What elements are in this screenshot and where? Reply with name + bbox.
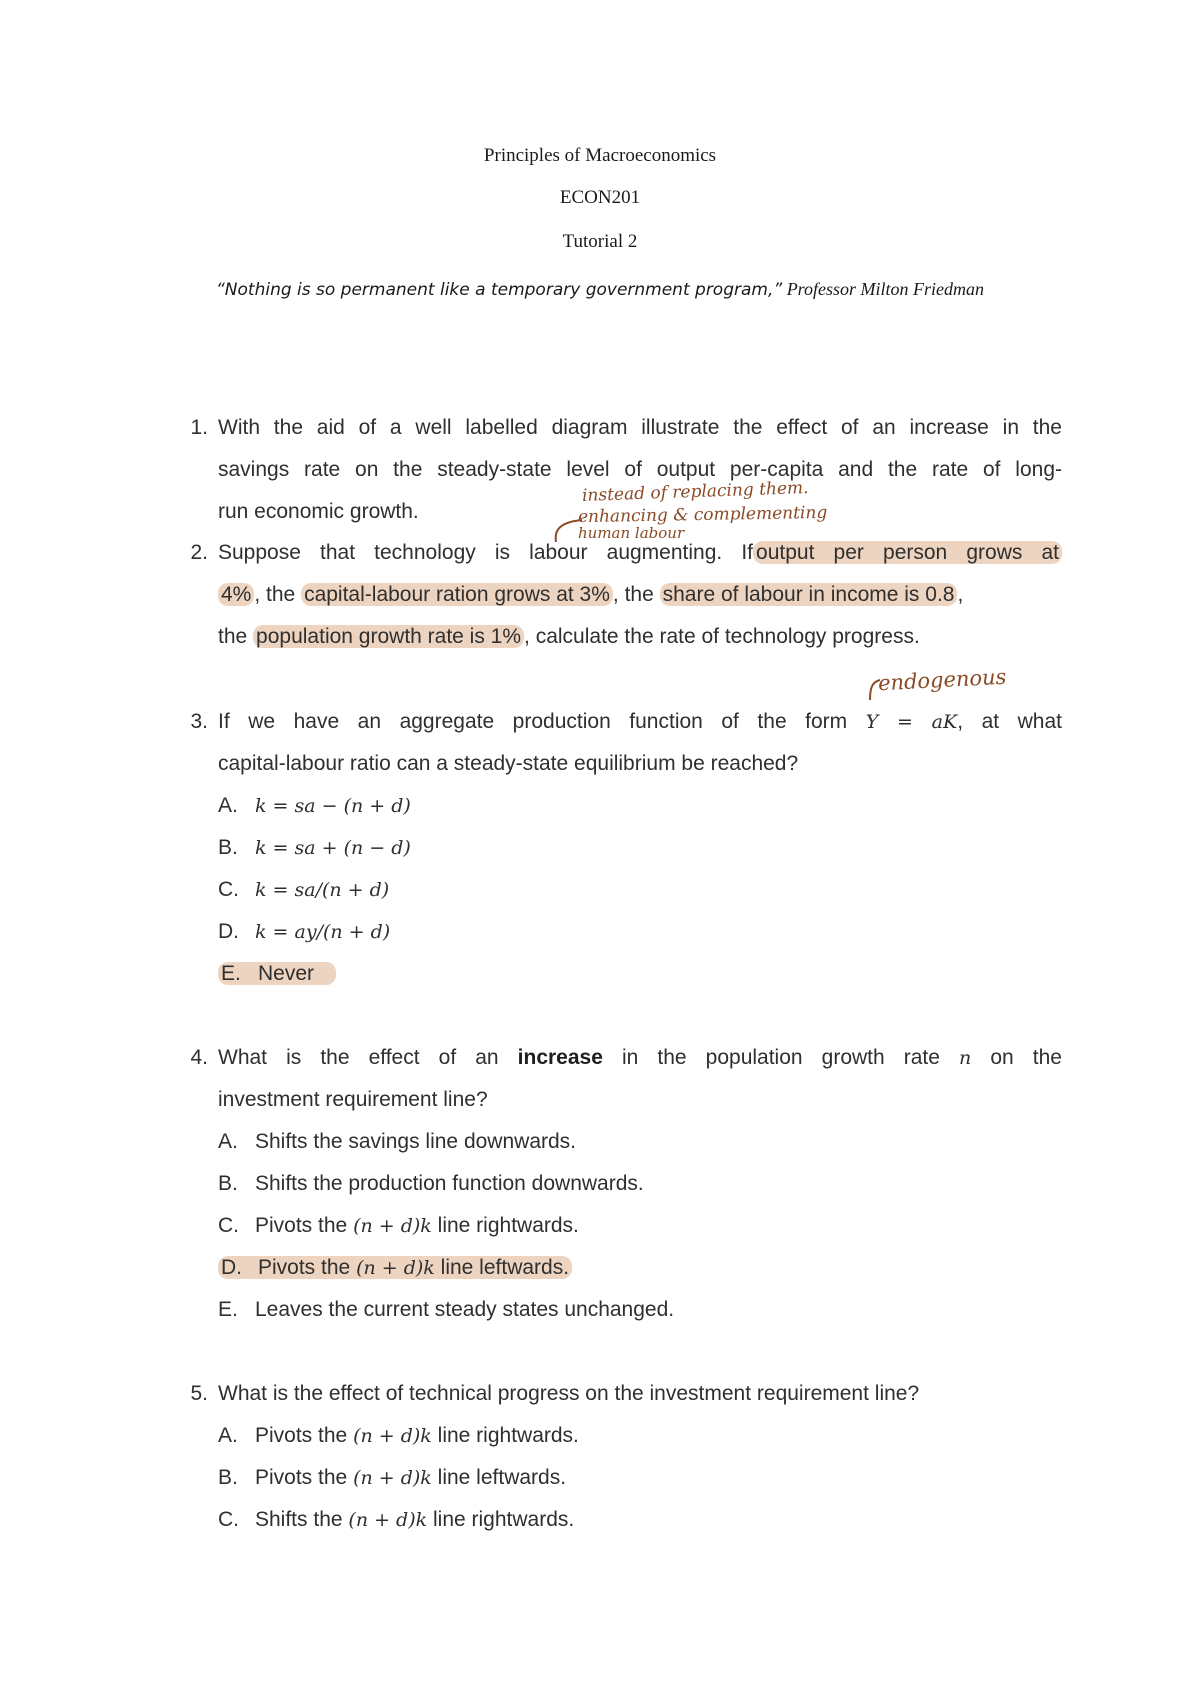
option-letter: A.	[218, 1424, 238, 1447]
handwritten-note: instead of replacing them.	[581, 478, 809, 506]
question-number: 5.	[190, 1382, 208, 1405]
handwritten-note: enhancing & complementing	[577, 502, 828, 528]
option-a	[218, 1121, 576, 1163]
option-a	[218, 785, 411, 827]
option-letter: C.	[218, 1214, 239, 1237]
question-text-line	[218, 574, 1062, 616]
math-expression: k = ay/(n + d)	[255, 921, 391, 943]
option-d	[218, 1247, 572, 1289]
question-text-line: run economic growth.	[218, 500, 419, 523]
option-c	[218, 869, 389, 911]
option-text: Pivots the	[255, 1424, 348, 1447]
course-code: ECON201	[559, 187, 641, 208]
highlight: output per person grows at	[753, 541, 1062, 564]
option-text: Shifts the savings line downwards.	[255, 1130, 576, 1153]
text-segment: What is the effect of an	[218, 1046, 499, 1069]
highlight: share of labour in income is 0.8	[660, 583, 958, 606]
option-letter: C.	[218, 1508, 239, 1531]
question-text-line: With the aid of a well labelled diagram illustrate the effect of an increase in the	[218, 416, 1062, 439]
text-segment: , the	[254, 583, 296, 606]
math-expression: (n + d)k	[356, 1257, 435, 1279]
option-letter: E.	[218, 1298, 238, 1321]
handwritten-note: endogenous	[877, 664, 1007, 696]
text-segment: , calculate the rate of technology progress.	[524, 625, 920, 648]
option-letter: A.	[218, 794, 238, 817]
text-segment: Suppose that technology is labour augmenting. If	[218, 541, 754, 564]
tutorial-title: Tutorial 2	[562, 231, 638, 252]
math-expression: (n + d)k	[353, 1215, 432, 1237]
annotation-tick	[866, 676, 882, 702]
option-a	[218, 1415, 579, 1457]
option-text: line leftwards.	[440, 1256, 570, 1279]
math-expression: Y = aK	[865, 711, 958, 733]
option-b	[218, 1457, 566, 1499]
bold-text: increase	[517, 1046, 603, 1069]
highlight	[218, 962, 336, 985]
highlight	[218, 1256, 572, 1279]
option-c	[218, 1499, 574, 1541]
math-expression: k = sa/(n + d)	[255, 879, 390, 901]
text-segment: , at what	[957, 710, 1062, 733]
course-title: Principles of Macroeconomics	[483, 145, 717, 166]
math-expression: k = sa + (n − d)	[255, 837, 411, 859]
option-letter: D.	[218, 920, 239, 943]
highlight: capital-labour ration grows at 3%	[301, 583, 613, 606]
option-letter: A.	[218, 1130, 238, 1153]
question-number: 4.	[190, 1046, 208, 1069]
option-letter: B.	[218, 1172, 238, 1195]
option-text: Never	[258, 962, 315, 985]
text-segment: in the population growth rate	[621, 1046, 940, 1069]
text-segment: ,	[957, 583, 964, 606]
option-text: Shifts the	[255, 1508, 343, 1531]
question-text-line: savings rate on the steady-state level of output per-capita and the rate of long-	[218, 458, 1062, 481]
option-letter: D.	[221, 1256, 242, 1279]
option-text: Pivots the	[258, 1256, 351, 1279]
option-letter: B.	[218, 836, 238, 859]
option-b	[218, 827, 411, 869]
question-text-line	[218, 616, 1062, 658]
option-b	[218, 1163, 644, 1205]
question-number: 1.	[190, 416, 208, 439]
option-e	[218, 1289, 674, 1331]
math-expression: (n + d)k	[353, 1467, 432, 1489]
question-text-line: capital-labour ratio can a steady-state equilibrium be reached?	[218, 752, 799, 775]
quote-author: Professor Milton Friedman	[786, 279, 985, 299]
option-text: Shifts the production function downwards.	[255, 1172, 644, 1195]
option-text: Pivots the	[255, 1466, 348, 1489]
option-text: line rightwards.	[437, 1214, 579, 1237]
text-segment: , the	[612, 583, 654, 606]
option-d	[218, 911, 390, 953]
text-segment: the	[218, 625, 248, 648]
question-text-line	[218, 1037, 1062, 1079]
math-expression: n	[959, 1047, 972, 1069]
quote	[0, 279, 1200, 300]
option-letter: E.	[221, 962, 241, 985]
math-expression: (n + d)k	[348, 1509, 428, 1531]
highlight: 4%	[218, 583, 254, 606]
question-text-line: investment requirement line?	[218, 1088, 488, 1111]
question-text-line	[218, 701, 1062, 743]
math-expression: (n + d)k	[353, 1425, 432, 1447]
text-segment: on the	[990, 1046, 1062, 1069]
math-expression: k = sa − (n + d)	[255, 795, 411, 817]
handwritten-note: human labour	[578, 524, 685, 542]
option-text: line rightwards.	[437, 1424, 579, 1447]
option-c	[218, 1205, 579, 1247]
option-letter: C.	[218, 878, 239, 901]
question-number: 3.	[190, 710, 208, 733]
option-text: line leftwards.	[437, 1466, 567, 1489]
option-text: line rightwards.	[433, 1508, 575, 1531]
option-e	[218, 953, 336, 995]
question-number: 2.	[190, 541, 208, 564]
question-text-line	[218, 532, 1062, 574]
quote-text: “Nothing is so permanent like a temporary government program,”	[215, 280, 783, 300]
option-text: Leaves the current steady states unchanged.	[255, 1298, 675, 1321]
option-letter: B.	[218, 1466, 238, 1489]
question-text-line: What is the effect of technical progress on the investment requirement line?	[218, 1382, 920, 1405]
option-text: Pivots the	[255, 1214, 348, 1237]
text-segment: If we have an aggregate production function of the form	[218, 710, 848, 733]
highlight: population growth rate is 1%	[253, 625, 524, 648]
